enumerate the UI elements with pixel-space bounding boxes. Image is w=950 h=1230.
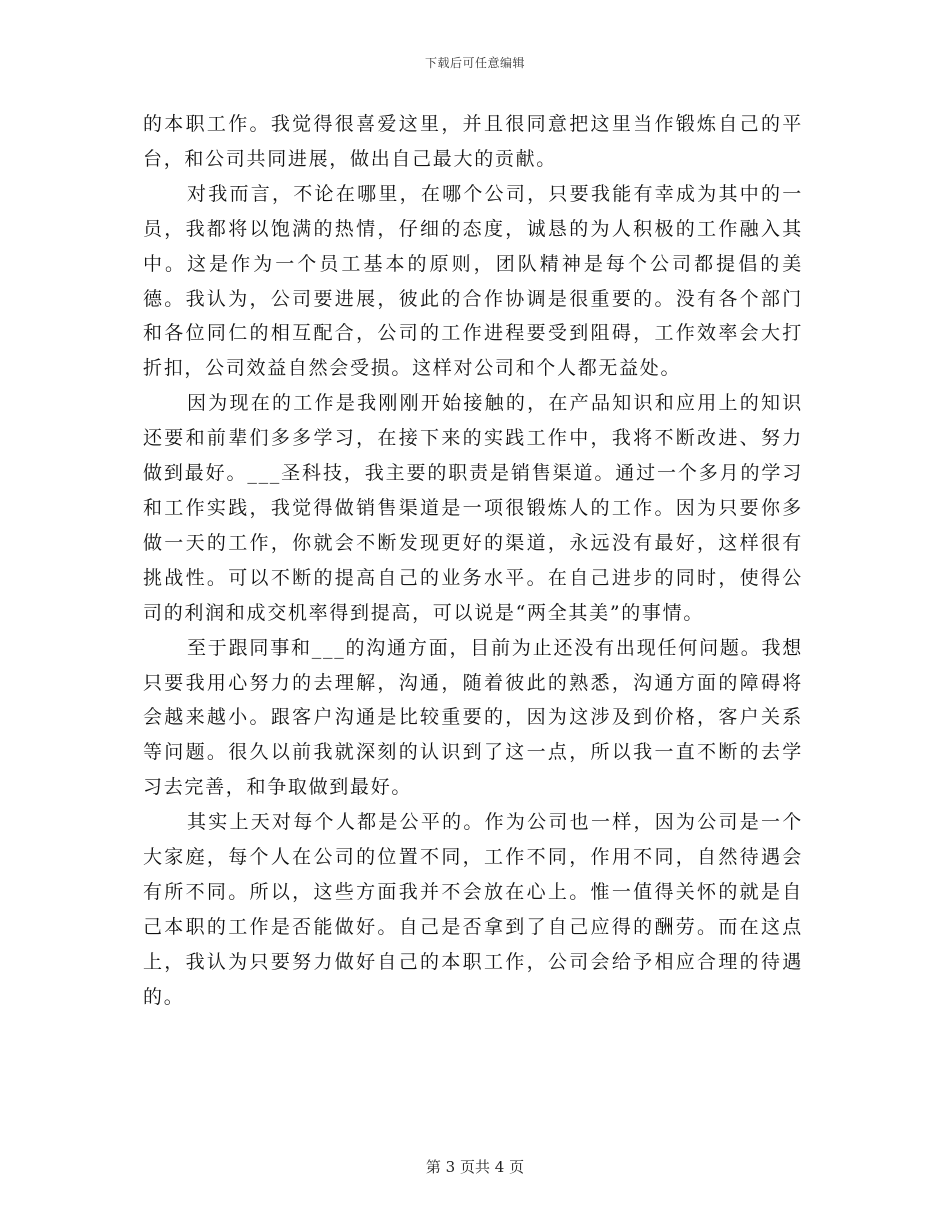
paragraph-communication: 至于跟同事和___的沟通方面，目前为止还没有出现任何问题。我想只要我用心努力的去理解，沟通，随着彼此的熟悉，沟通方面的障碍将会越来越小。跟客户沟通是比较重要的，因为这涉及到价格，客户关系等问题。很久以前我就深刻的认识到了这一点，所以我一直不断的去学习去完善，和争取做到最好。 [143, 636, 803, 799]
document-body [143, 107, 803, 1015]
page-header: 下载后可任意编辑 [424, 56, 525, 70]
paragraph-fairness: 其实上天对每个人都是公平的。作为公司也一样，因为公司是一个大家庭，每个人在公司的位置不同，工作不同，作用不同，自然待遇会有所不同。所以，这些方面我并不会放在心上。惟一值得关怀的就是自己本职的工作是否能做好。自己是否拿到了自己应得的酬劳。而在这点上，我认为只要努力做好自己的本职工作，公司会给予相应合理的待遇的。 [143, 811, 803, 1008]
paragraph-sales-channel: 因为现在的工作是我刚刚开始接触的，在产品知识和应用上的知识还要和前辈们多多学习，在接下来的实践工作中，我将不断改进、努力做到最好。___圣科技，我主要的职责是销售渠道。通过一个多月的学习和工作实践，我觉得做销售渠道是一项很锻炼人的工作。因为只要你多做一天的工作，你就会不断发现更好的渠道，永远没有最好，这样很有挑战性。可以不断的提高自己的业务水平。在自己进步的同时，使得公司的利润和成交机率得到提高，可以说是“两全其美”的事情。 [143, 392, 803, 624]
page-footer: 第 3 页共 4 页 [425, 1158, 525, 1176]
paragraph-teamwork: 对我而言，不论在哪里，在哪个公司，只要我能有幸成为其中的一员，我都将以饱满的热情，仔细的态度，诚恳的为人积极的工作融入其中。这是作为一个员工基本的原则，团队精神是每个公司都提倡的美德。我认为，公司要进展，彼此的合作协调是很重要的。没有各个部门和各位同仁的相互配合，公司的工作进程要受到阻碍，工作效率会大打折扣，公司效益自然会受损。这样对公司和个人都无益处。 [143, 182, 803, 380]
paragraph-continuation: 的本职工作。我觉得很喜爱这里，并且很同意把这里当作锻炼自己的平台，和公司共同进展，做出自己最大的贡献。 [143, 113, 803, 170]
